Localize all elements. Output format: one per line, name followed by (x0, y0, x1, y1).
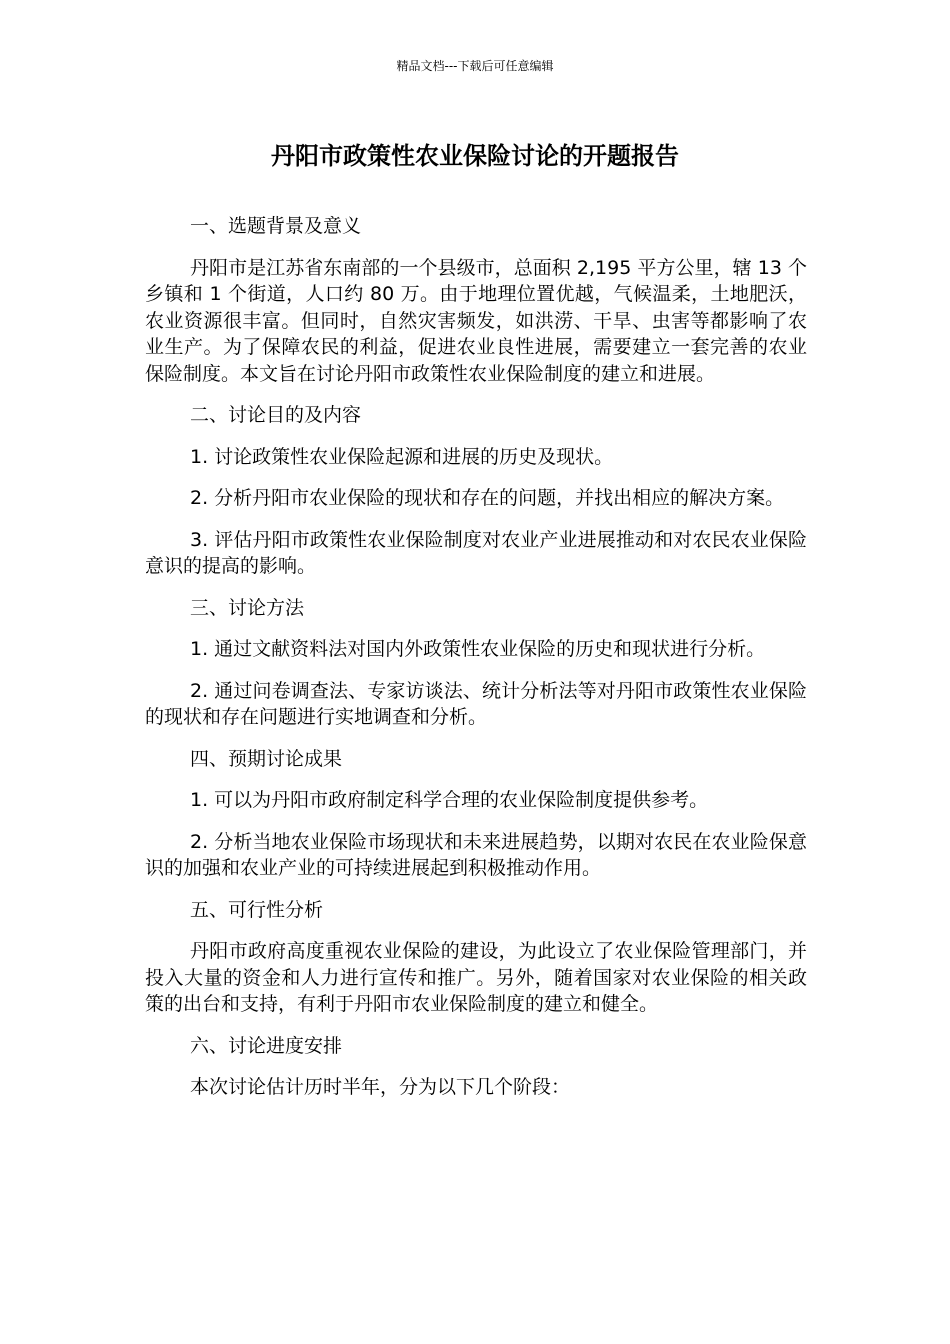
section-heading-feasibility: 五、可行性分析 (190, 898, 324, 921)
section-heading-background: 一、选题背景及意义 (190, 215, 362, 237)
paragraph-feasibility: 丹阳市政府高度重视农业保险的建设，为此设立了农业保险管理部门，并投入大量的资金和人力进行宣传和推广。另外，随着国家对农业保险的相关政策的出台和支持，有利于丹阳市农业保险制度的建立和健全。 (145, 940, 807, 1015)
section-heading-outcomes: 四、预期讨论成果 (190, 747, 343, 770)
objective-item-1: 1. 讨论政策性农业保险起源和进展的历史及现状。 (190, 445, 614, 468)
section-heading-objectives: 二、讨论目的及内容 (190, 404, 362, 426)
paragraph-schedule: 本次讨论估计历时半年，分为以下几个阶段： (190, 1076, 571, 1098)
outcome-item-1: 1. 可以为丹阳市政府制定科学合理的农业保险制度提供参考。 (190, 789, 709, 811)
section-heading-schedule: 六、讨论进度安排 (190, 1034, 343, 1057)
document-title: 丹阳市政策性农业保险讨论的开题报告 (271, 142, 679, 170)
page-header-note: 精品文档---下载后可任意编辑 (396, 59, 554, 73)
outcome-item-2: 2. 分析当地农业保险市场现状和未来进展趋势，以期对农民在农业险保意识的加强和农业产业的可持续进展起到积极推动作用。 (145, 830, 807, 879)
paragraph-background: 丹阳市是江苏省东南部的一个县级市，总面积 2,195 平方公里，辖 13 个乡镇和 1 个街道，人口约 80 万。由于地理位置优越，气候温柔，土地肥沃，农业资源很丰富。但同时，自然灾害频发，如洪涝、干旱、虫害等都影响了农业生产。为了保障农民的利益，促进农业良性进展，需要建立一套完善的农业保险制度。本文旨在讨论丹阳市政策性农业保险制度的建立和进展。 (145, 256, 807, 385)
objective-item-3: 3. 评估丹阳市政策性农业保险制度对农业产业进展推动和对农民农业保险意识的提高的影响。 (145, 528, 807, 577)
method-item-1: 1. 通过文献资料法对国内外政策性农业保险的历史和现状进行分析。 (190, 638, 766, 660)
document-body (145, 213, 807, 1116)
objective-item-2: 2. 分析丹阳市农业保险的现状和存在的问题，并找出相应的解决方案。 (190, 487, 785, 509)
method-item-2: 2. 通过问卷调查法、专家访谈法、统计分析法等对丹阳市政策性农业保险的现状和存在问题进行实地调查和分析。 (145, 679, 807, 728)
section-heading-methods: 三、讨论方法 (190, 596, 305, 619)
